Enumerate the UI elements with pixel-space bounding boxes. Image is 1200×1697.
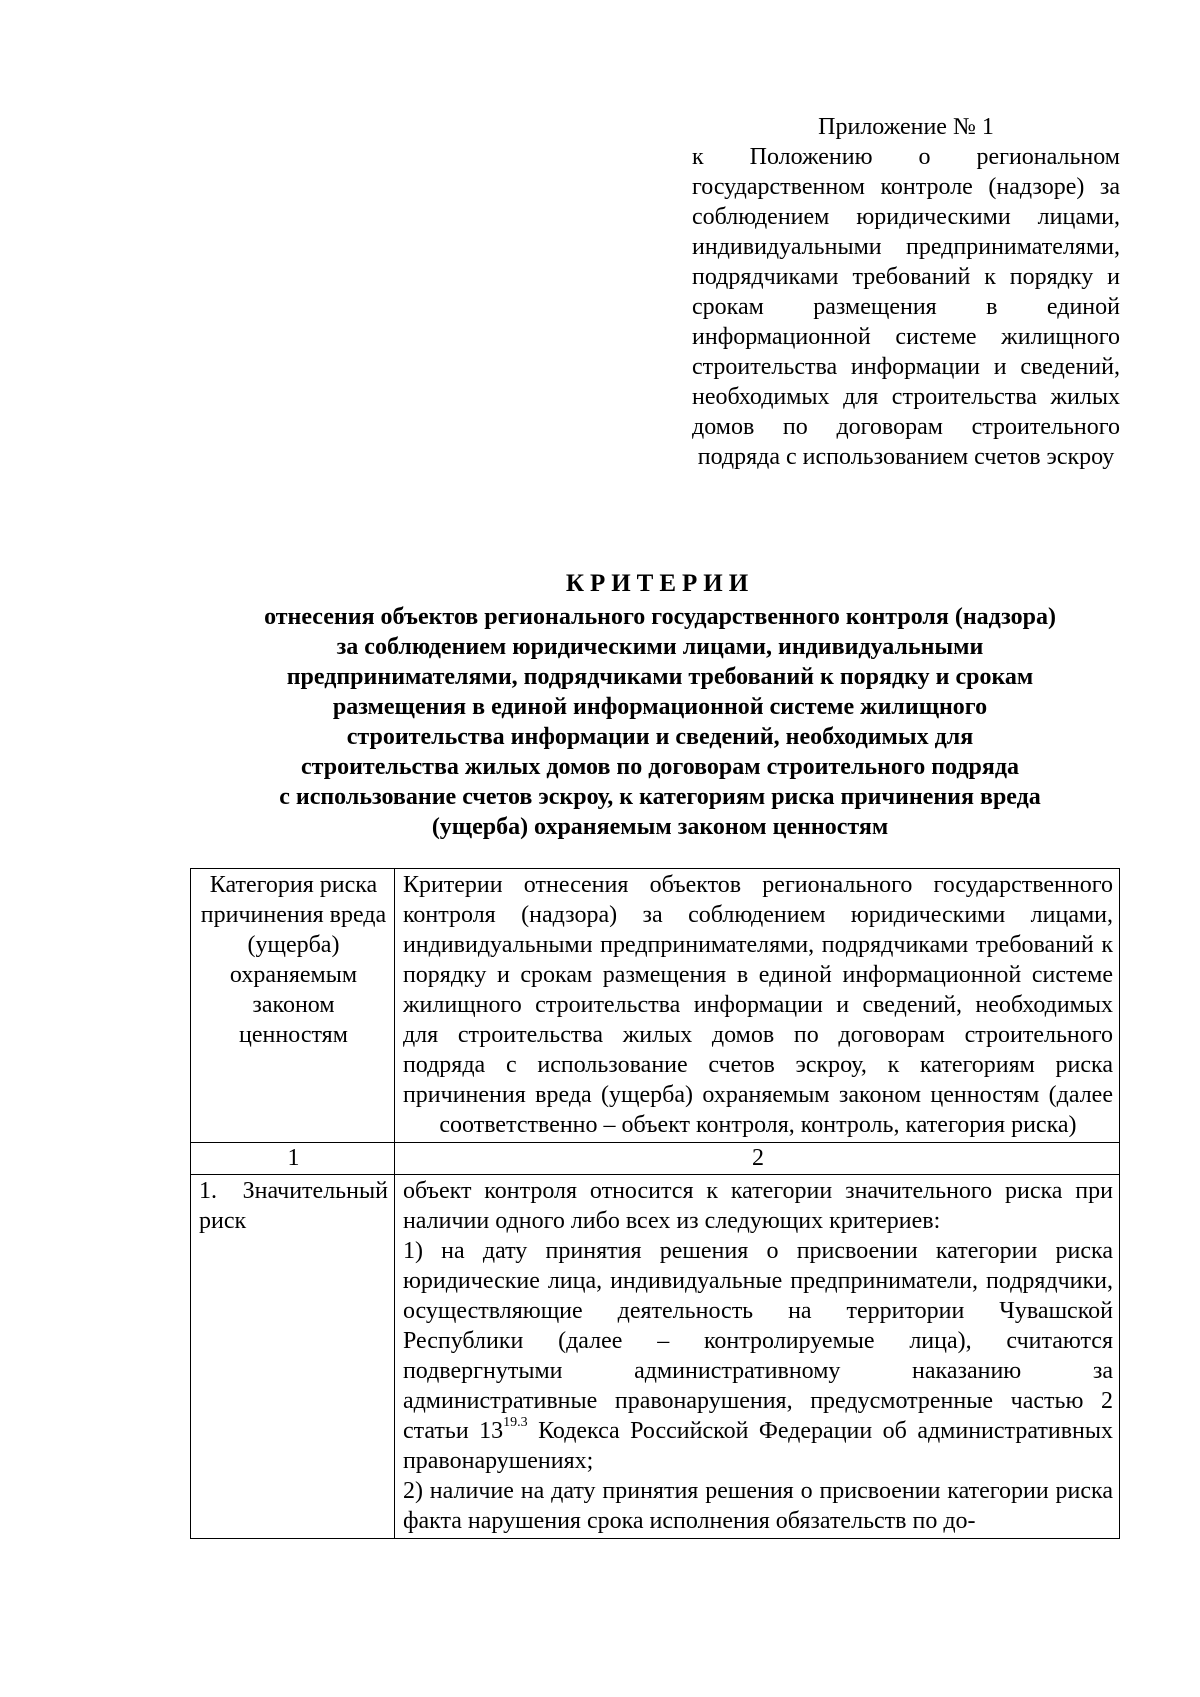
title-line: размещения в единой информационной системе жилищного xyxy=(332,694,988,720)
title-line: с использование счетов эскроу, к категориям риска причинения вреда xyxy=(279,784,1041,810)
criteria-item-2: 2) наличие на дату принятия решения о присвоении категории риска факта нарушения срока исполнения обязательств по до- xyxy=(402,1478,1113,1534)
risk-category-cell: 1. Значительный риск xyxy=(191,1175,395,1539)
title-line: (ущерба) охраняемым законом ценностям xyxy=(431,814,889,840)
title-line: строительства информации и сведений, необходимых для xyxy=(346,724,974,750)
title-line: предпринимателями, подрядчиками требований к порядку и срокам xyxy=(286,664,1034,690)
criteria-item-1 xyxy=(403,1236,1113,1476)
title-main: КРИТЕРИИ xyxy=(565,570,755,597)
title-line: отнесения объектов регионального государственного контроля (надзора) xyxy=(264,604,1056,630)
table-header-row xyxy=(191,869,1120,1143)
article-superscript: 19.3 xyxy=(503,1415,528,1430)
header-category: Категория риска причинения вреда (ущерба) охраняемым законом ценностям xyxy=(191,869,395,1143)
criteria-intro: объект контроля относится к категории значительного риска при наличии одного либо всех из следующих критериев: xyxy=(402,1178,1113,1234)
table-row xyxy=(191,1175,1120,1539)
criteria-table xyxy=(190,868,1120,1539)
title-line: строительства жилых домов по договорам строительного подряда xyxy=(301,754,1019,780)
criteria-item-1-tail: Кодекса Российской Федерации об административных правонарушениях; xyxy=(402,1418,1113,1474)
title-line: за соблюдением юридическими лицами, индивидуальными xyxy=(336,634,984,660)
appendix-number: Приложение № 1 xyxy=(818,114,994,140)
column-number-2: 2 xyxy=(394,1143,1119,1175)
header-criteria: Критерии отнесения объектов регионального государственного контроля (надзора) за соблюдением юридическими лицами, индивидуальными предпринимателями, подрядчиками требований к порядку и срокам размещения в единой информационной системе жилищного строительства информации и сведений, необходимых для строительства жилых домов по договорам строительного подряда с использование счетов эскроу, к категориям риска причинения вреда (ущерба) охраняемым законом ценностям (далее соответственно – объект контроля, контроль, категория риска) xyxy=(394,869,1119,1143)
risk-criteria-cell xyxy=(394,1175,1119,1539)
column-number-row xyxy=(191,1143,1120,1175)
title-subtitle xyxy=(190,602,1130,842)
appendix-block xyxy=(692,112,1120,472)
criteria-item-1-text: 1) на дату принятия решения о присвоении категории риска юридические лица, индивидуальные предприниматели, подрядчики, осуществляющие деятельность на территории Чувашской Республики (далее – контролируемые лица), считаются подвергнутыми административному наказанию за административные правонарушения, предусмотренные частью 2 статьи 13 xyxy=(402,1238,1113,1444)
column-number-1: 1 xyxy=(191,1143,395,1175)
appendix-text: к Положению о региональном государственном контроле (надзоре) за соблюдением юридическими лицами, индивидуальными предпринимателями, подрядчиками требований к порядку и срокам размещения в единой информационной системе жилищного строительства информации и сведений, необходимых для строительства жилых домов по договорам строительного подряда с использованием счетов эскроу xyxy=(692,144,1120,470)
